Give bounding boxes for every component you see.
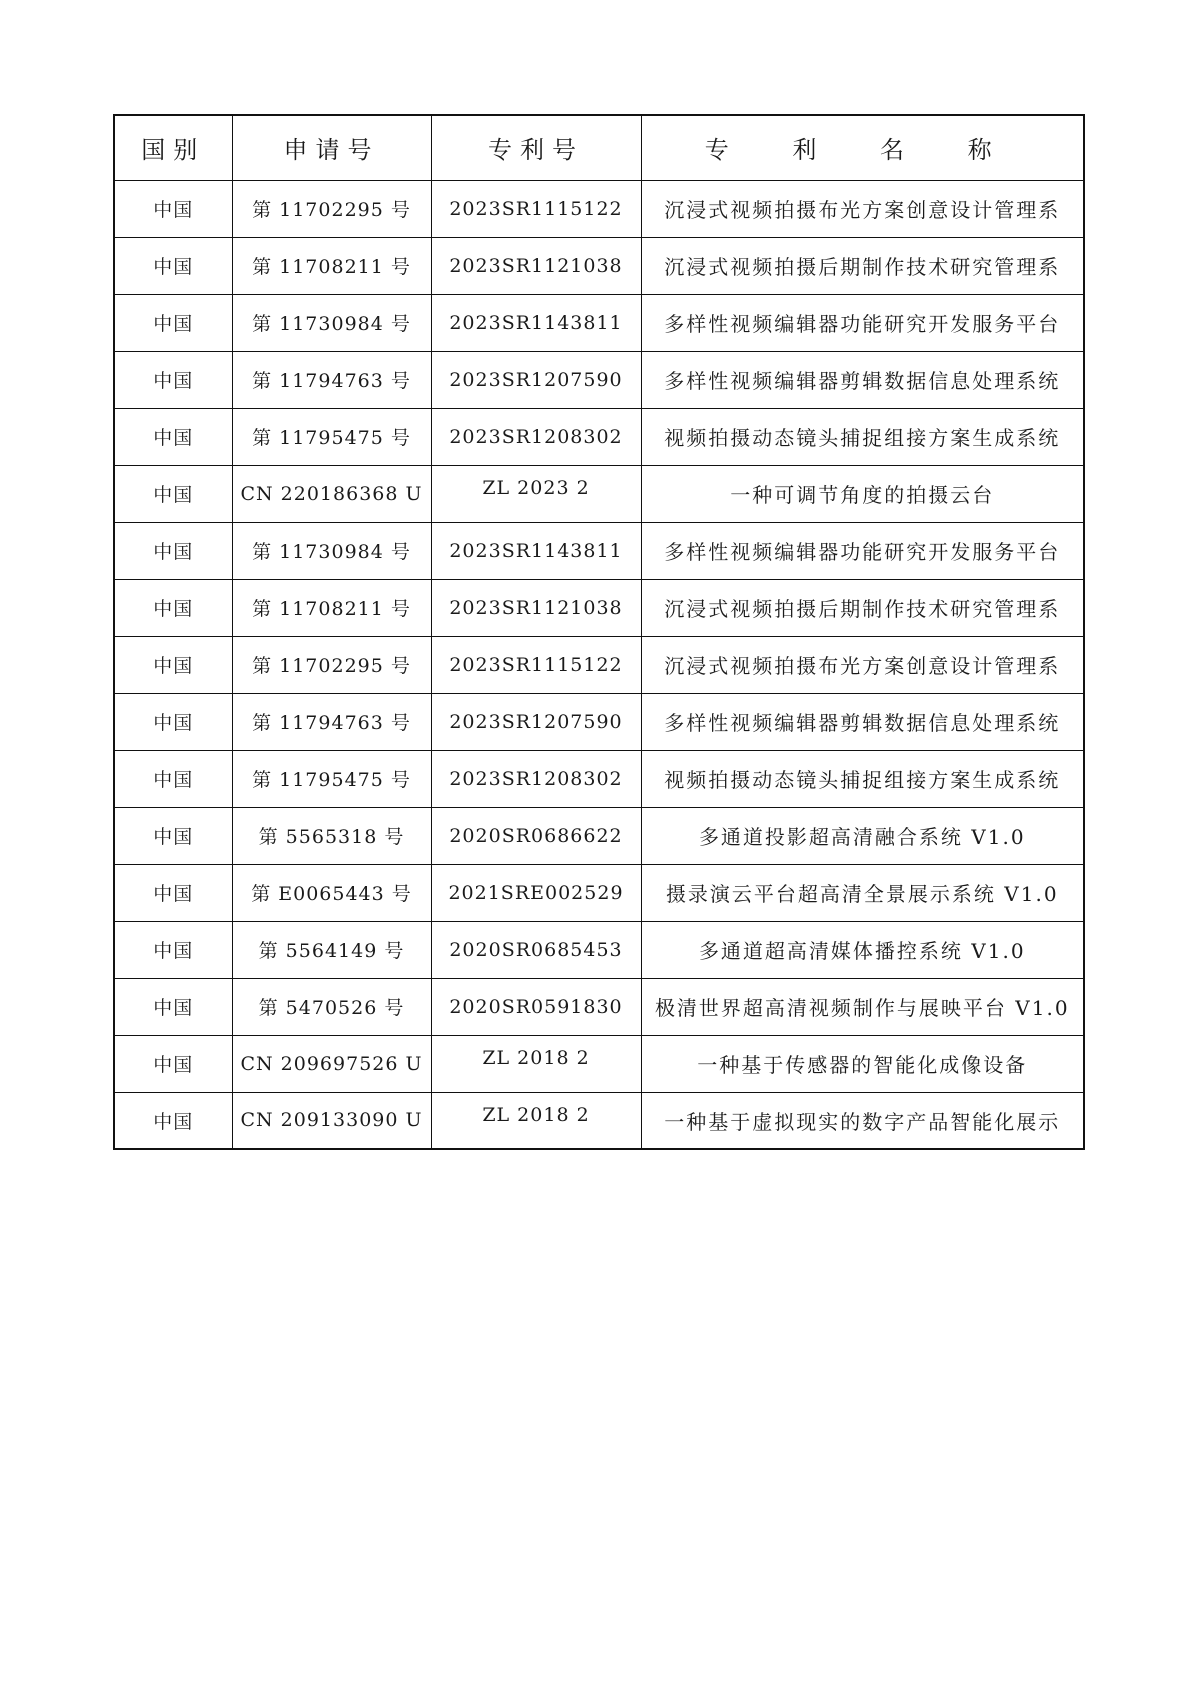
cell-application-no: 第 5564149 号 — [232, 921, 431, 978]
cell-patent-no: 2020SR0686622 — [431, 807, 641, 864]
cell-country: 中国 — [114, 1035, 232, 1092]
cell-patent-name: 多样性视频编辑器剪辑数据信息处理系统 — [641, 351, 1084, 408]
cell-country: 中国 — [114, 465, 232, 522]
cell-patent-name: 沉浸式视频拍摄后期制作技术研究管理系 — [641, 237, 1084, 294]
cell-country: 中国 — [114, 351, 232, 408]
table-row — [114, 636, 1084, 693]
table-row — [114, 1035, 1084, 1092]
cell-country: 中国 — [114, 237, 232, 294]
cell-application-no: 第 11702295 号 — [232, 636, 431, 693]
cell-patent-no: 2020SR0591830 — [431, 978, 641, 1035]
cell-patent-name: 视频拍摄动态镜头捕捉组接方案生成系统 — [641, 408, 1084, 465]
table-row — [114, 921, 1084, 978]
cell-application-no: 第 E0065443 号 — [232, 864, 431, 921]
table-row — [114, 522, 1084, 579]
cell-patent-name: 沉浸式视频拍摄后期制作技术研究管理系 — [641, 579, 1084, 636]
cell-application-no: CN 220186368 U — [232, 465, 431, 522]
cell-patent-name: 一种基于传感器的智能化成像设备 — [641, 1035, 1084, 1092]
cell-application-no: 第 5470526 号 — [232, 978, 431, 1035]
cell-country: 中国 — [114, 978, 232, 1035]
cell-patent-name: 多样性视频编辑器功能研究开发服务平台 — [641, 522, 1084, 579]
cell-patent-no: ZL 2023 2 — [431, 465, 641, 522]
header-country: 国别 — [114, 115, 232, 180]
header-application-no: 申请号 — [232, 115, 431, 180]
table-row — [114, 864, 1084, 921]
cell-country: 中国 — [114, 579, 232, 636]
cell-patent-no: ZL 2018 2 — [431, 1035, 641, 1092]
cell-patent-no: ZL 2018 2 — [431, 1092, 641, 1149]
cell-patent-no: 2023SR1115122 — [431, 180, 641, 237]
cell-patent-no: 2023SR1121038 — [431, 237, 641, 294]
patent-table — [113, 114, 1085, 1150]
cell-patent-name: 多通道投影超高清融合系统 V1.0 — [641, 807, 1084, 864]
table-row — [114, 750, 1084, 807]
table-row — [114, 1092, 1084, 1149]
cell-patent-no: 2020SR0685453 — [431, 921, 641, 978]
cell-application-no: 第 11702295 号 — [232, 180, 431, 237]
cell-patent-no: 2023SR1208302 — [431, 408, 641, 465]
table-row — [114, 807, 1084, 864]
cell-patent-no: 2023SR1115122 — [431, 636, 641, 693]
cell-application-no: CN 209697526 U — [232, 1035, 431, 1092]
cell-country: 中国 — [114, 522, 232, 579]
header-patent-name: 专 利 名 称 — [641, 115, 1084, 180]
cell-patent-no: 2023SR1143811 — [431, 294, 641, 351]
cell-patent-no: 2023SR1207590 — [431, 351, 641, 408]
table-row — [114, 693, 1084, 750]
table-row — [114, 408, 1084, 465]
cell-application-no: 第 11795475 号 — [232, 750, 431, 807]
cell-patent-name: 一种基于虚拟现实的数字产品智能化展示 — [641, 1092, 1084, 1149]
cell-patent-no: 2023SR1143811 — [431, 522, 641, 579]
cell-country: 中国 — [114, 636, 232, 693]
cell-application-no: 第 11794763 号 — [232, 351, 431, 408]
cell-application-no: 第 5565318 号 — [232, 807, 431, 864]
cell-country: 中国 — [114, 864, 232, 921]
cell-patent-name: 多样性视频编辑器剪辑数据信息处理系统 — [641, 693, 1084, 750]
cell-patent-name: 视频拍摄动态镜头捕捉组接方案生成系统 — [641, 750, 1084, 807]
cell-patent-name: 极清世界超高清视频制作与展映平台 V1.0 — [641, 978, 1084, 1035]
table-row — [114, 978, 1084, 1035]
cell-patent-no: 2021SRE002529 — [431, 864, 641, 921]
table-row — [114, 294, 1084, 351]
cell-country: 中国 — [114, 807, 232, 864]
table-header-row — [114, 115, 1084, 180]
cell-country: 中国 — [114, 294, 232, 351]
cell-application-no: 第 11708211 号 — [232, 579, 431, 636]
cell-application-no: 第 11795475 号 — [232, 408, 431, 465]
table-row — [114, 237, 1084, 294]
cell-application-no: 第 11730984 号 — [232, 522, 431, 579]
cell-country: 中国 — [114, 180, 232, 237]
cell-patent-name: 多通道超高清媒体播控系统 V1.0 — [641, 921, 1084, 978]
cell-patent-name: 沉浸式视频拍摄布光方案创意设计管理系 — [641, 180, 1084, 237]
header-patent-no: 专利号 — [431, 115, 641, 180]
cell-country: 中国 — [114, 921, 232, 978]
table-row — [114, 180, 1084, 237]
table-row — [114, 351, 1084, 408]
cell-application-no: 第 11730984 号 — [232, 294, 431, 351]
cell-application-no: CN 209133090 U — [232, 1092, 431, 1149]
cell-application-no: 第 11794763 号 — [232, 693, 431, 750]
table-row — [114, 465, 1084, 522]
cell-patent-name: 一种可调节角度的拍摄云台 — [641, 465, 1084, 522]
cell-country: 中国 — [114, 693, 232, 750]
cell-patent-no: 2023SR1121038 — [431, 579, 641, 636]
cell-patent-no: 2023SR1207590 — [431, 693, 641, 750]
table-body — [114, 180, 1084, 1149]
cell-application-no: 第 11708211 号 — [232, 237, 431, 294]
cell-patent-name: 多样性视频编辑器功能研究开发服务平台 — [641, 294, 1084, 351]
cell-patent-no: 2023SR1208302 — [431, 750, 641, 807]
table-row — [114, 579, 1084, 636]
cell-country: 中国 — [114, 408, 232, 465]
cell-patent-name: 摄录演云平台超高清全景展示系统 V1.0 — [641, 864, 1084, 921]
cell-patent-name: 沉浸式视频拍摄布光方案创意设计管理系 — [641, 636, 1084, 693]
cell-country: 中国 — [114, 1092, 232, 1149]
cell-country: 中国 — [114, 750, 232, 807]
